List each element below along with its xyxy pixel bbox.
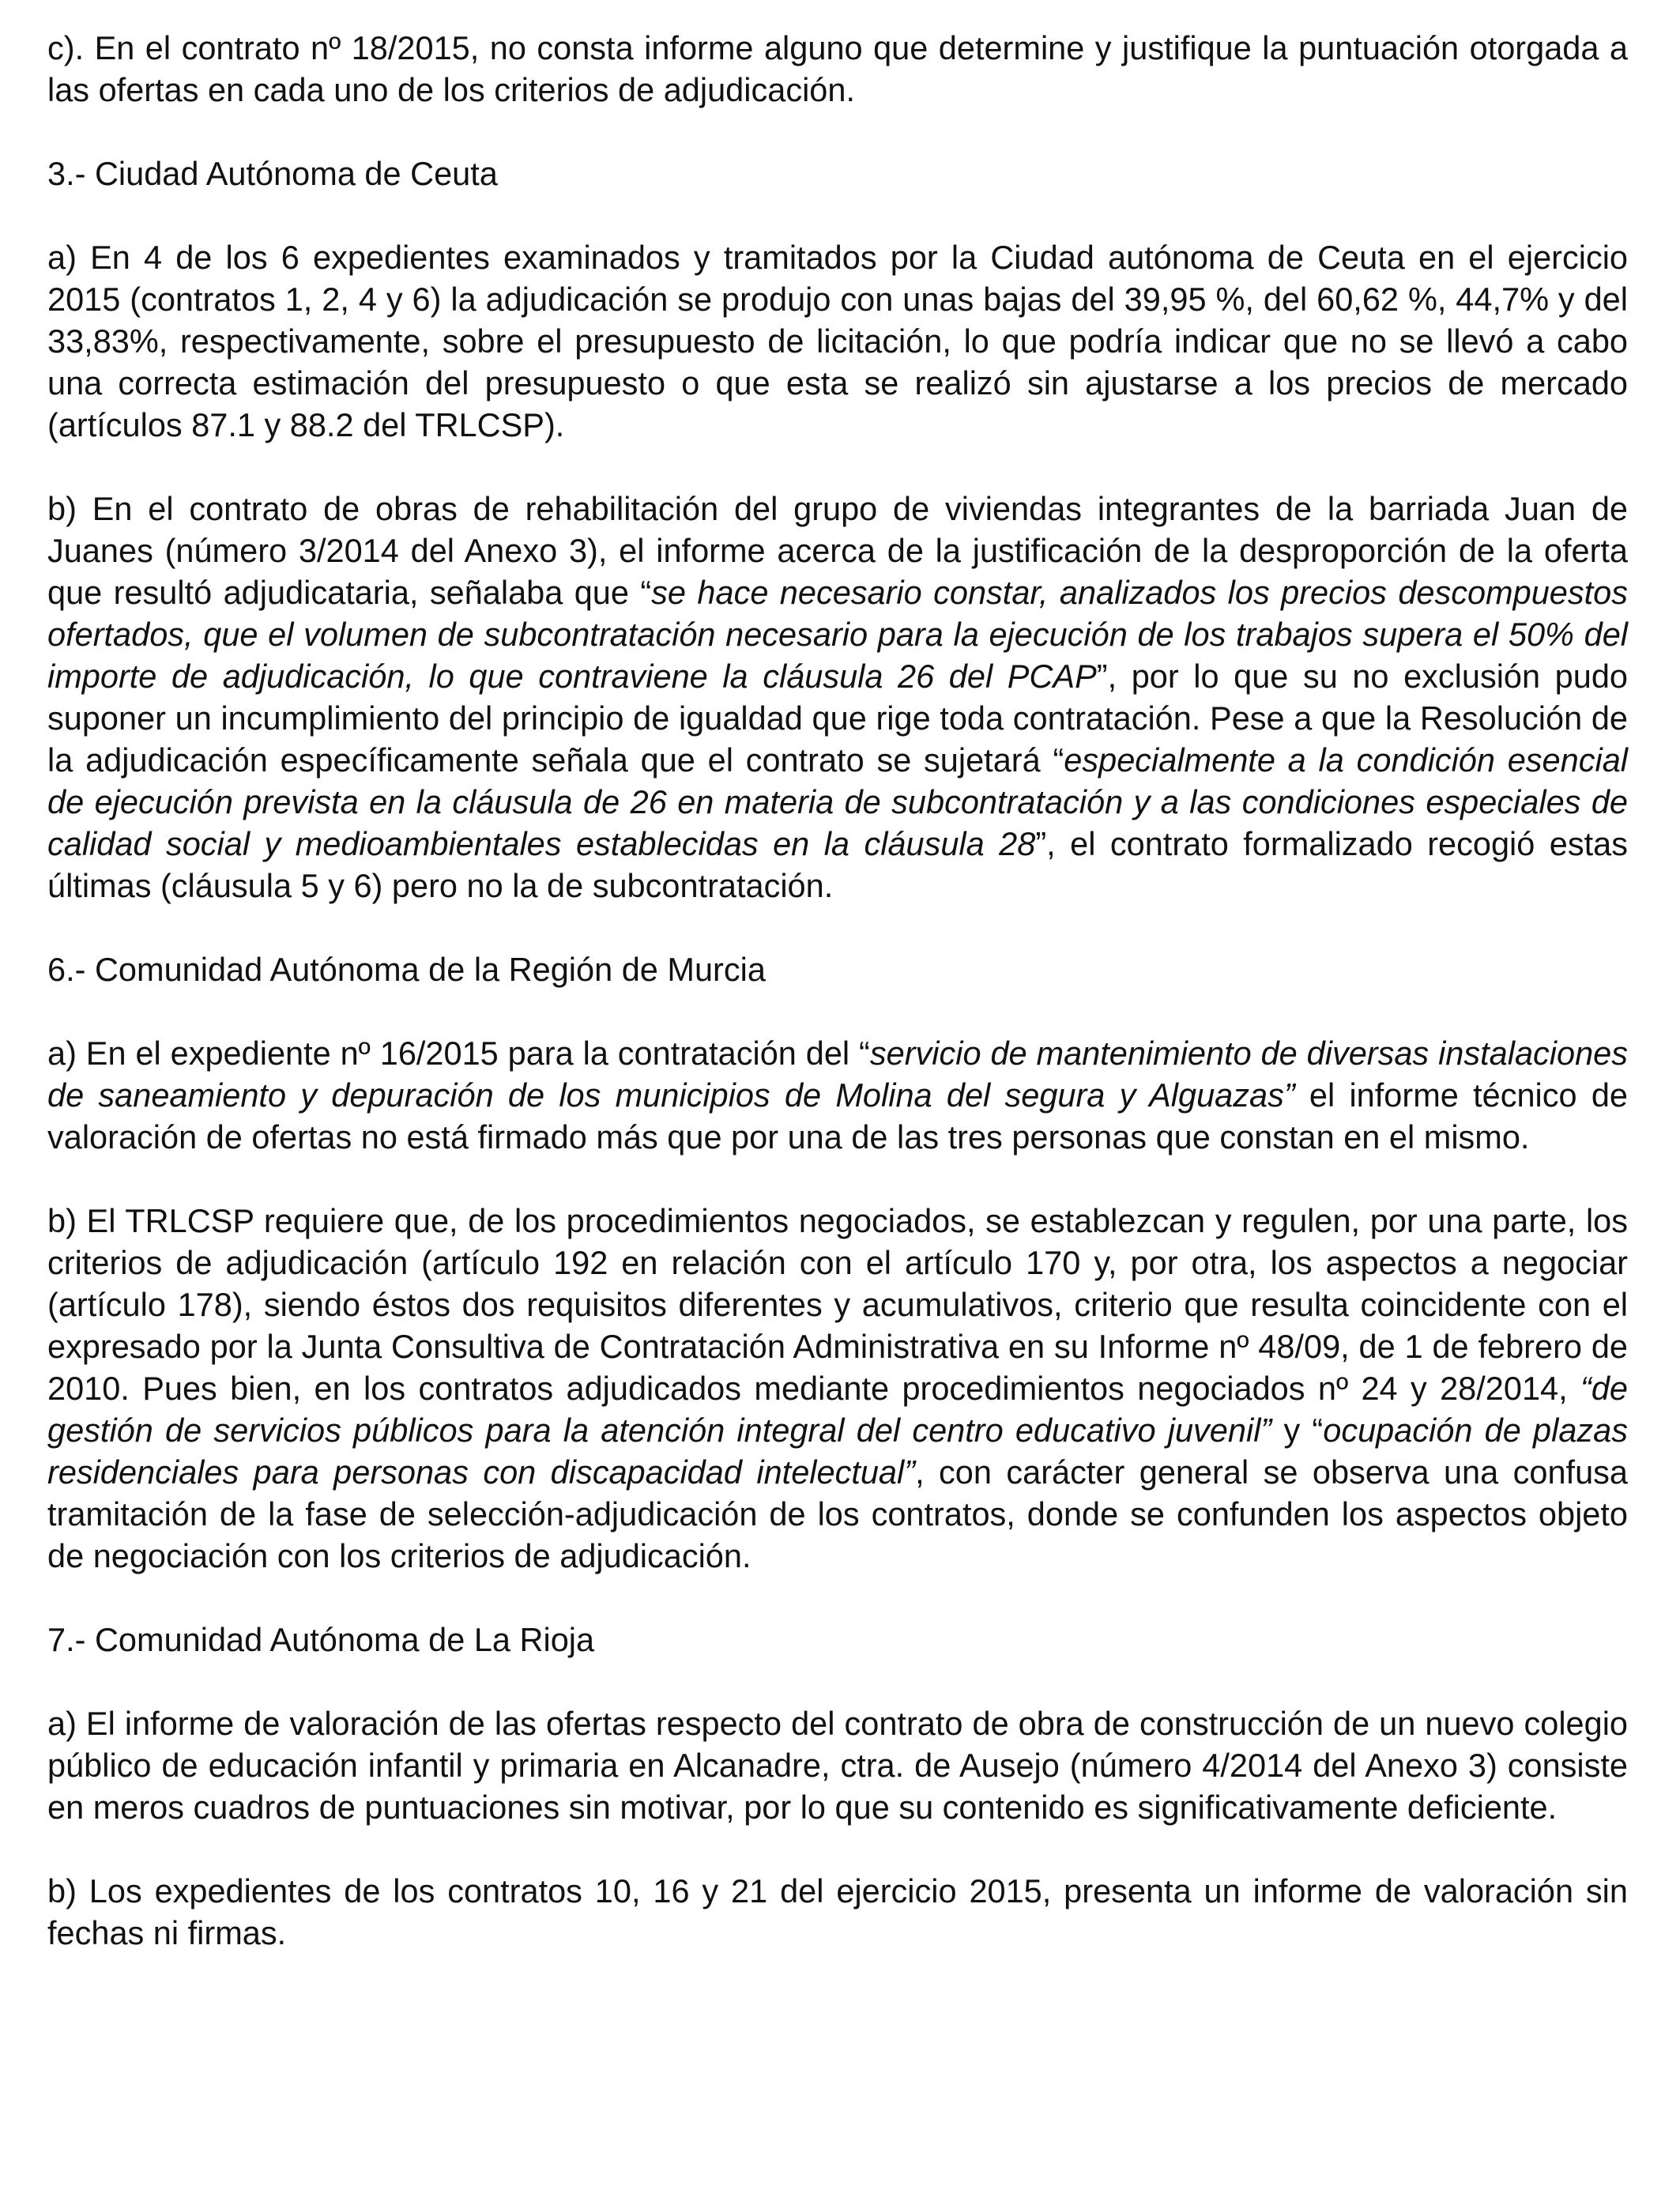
quoted-italic-text: ocupación de plazas residenciales para personas con discapacidad intelectual” xyxy=(47,1412,1628,1491)
paragraph-rioja-a xyxy=(47,1702,1628,1828)
quoted-italic-text: se hace necesario constar, analizados los precios descompuestos ofertados, que el volumen de subcontratación necesario para la ejecución de los trabajos supera el 50% del importe de adjudicación, lo que contraviene la cláusula 26 del PCAP xyxy=(47,574,1628,695)
document-page xyxy=(47,27,1628,1954)
section-heading-murcia: 6.- Comunidad Autónoma de la Región de Murcia xyxy=(47,951,766,988)
quoted-italic-text: servicio de mantenimiento de diversas instalaciones de saneamiento y depuración de los municipios de Molina del segura y Alguazas” xyxy=(47,1035,1628,1114)
paragraph-text: b) El TRLCSP requiere que, de los procedimientos negociados, se establezcan y regulen, por una parte, los criterios de adjudicación (artículo 192 en relación con el artículo 170 y, por otra, los aspectos a negociar (artículo 178), siendo éstos dos requisitos diferentes y acumulativos, criterio que resulta coincidente con el expresado por la Junta Consultiva de Contratación Administrativa en su Informe nº 48/09, de 1 de febrero de 2010. Pues bien, en los contratos adjudicados mediante procedimientos negociados nº 24 y 28/2014, xyxy=(47,1202,1628,1407)
paragraph-ceuta-b xyxy=(47,488,1628,907)
paragraph-text: b) En el contrato de obras de rehabilitación del grupo de viviendas integrantes de la barriada Juan de Juanes (número 3/2014 del Anexo 3), el informe acerca de la justificación de la desproporción de la oferta que resultó adjudicataria, señalaba que “ xyxy=(47,490,1628,611)
paragraph-ceuta-a xyxy=(47,236,1628,446)
paragraph-text: ”, el contrato formalizado recogió estas últimas (cláusula 5 y 6) pero no la de subcontratación. xyxy=(47,825,1628,904)
section-heading-ceuta: 3.- Ciudad Autónoma de Ceuta xyxy=(47,155,498,192)
paragraph-text: el informe técnico de valoración de ofertas no está firmado más que por una de las tres personas que constan en el mismo. xyxy=(47,1076,1629,1155)
paragraph-text: a) En 4 de los 6 expedientes examinados y tramitados por la Ciudad autónoma de Ceuta en el ejercicio 2015 (contratos 1, 2, 4 y 6) la adjudicación se produjo con unas bajas del 39,95 %, del 60,62 %, 44,7% y del 33,83%, respectivamente, sobre el presupuesto de licitación, lo que podría indicar que no se llevó a cabo una correcta estimación del presupuesto o que esta se realizó sin ajustarse a los precios de mercado (artículos 87.1 y 88.2 del TRLCSP). xyxy=(47,239,1628,443)
paragraph-rioja-b xyxy=(47,1870,1628,1954)
quoted-italic-text: especialmente a la condición esencial de ejecución prevista en la cláusula de 26 en materia de subcontratación y a las condiciones especiales de calidad social y medioambientales establecidas en la cláusula 28 xyxy=(47,741,1628,862)
section-heading-la-rioja: 7.- Comunidad Autónoma de La Rioja xyxy=(47,1621,595,1658)
paragraph-murcia-a xyxy=(47,1032,1628,1158)
paragraph-text: y “ xyxy=(1271,1412,1324,1449)
quoted-italic-text: “de gestión de servicios públicos para la atención integral del centro educativo juvenil” xyxy=(47,1370,1628,1449)
paragraph-text: a) El informe de valoración de las ofertas respecto del contrato de obra de construcción de un nuevo colegio público de educación infantil y primaria en Alcanadre, ctra. de Ausejo (número 4/2014 del Anexo 3) consiste en meros cuadros de puntuaciones sin motivar, por lo que su contenido es significativamente deficiente. xyxy=(47,1705,1628,1826)
paragraph-text: c). En el contrato nº 18/2015, no consta informe alguno que determine y justifique la puntuación otorgada a las ofertas en cada uno de los criterios de adjudicación. xyxy=(47,29,1628,108)
paragraph-text: , con carácter general se observa una confusa tramitación de la fase de selección-adjudicación de los contratos, donde se confunden los aspectos objeto de negociación con los criterios de adjudicación. xyxy=(47,1453,1629,1574)
paragraph-c-contract-18-2015 xyxy=(47,27,1628,111)
paragraph-text: a) En el expediente nº 16/2015 para la contratación del “ xyxy=(47,1035,870,1072)
paragraph-murcia-b xyxy=(47,1200,1628,1577)
paragraph-text: b) Los expedientes de los contratos 10, 16 y 21 del ejercicio 2015, presenta un informe de valoración sin fechas ni firmas. xyxy=(47,1872,1628,1951)
paragraph-text: ”, por lo que su no exclusión pudo suponer un incumplimiento del principio de igualdad que rige toda contratación. Pese a que la Resolución de la adjudicación específicamente señala que el contrato se sujetará “ xyxy=(47,658,1628,778)
